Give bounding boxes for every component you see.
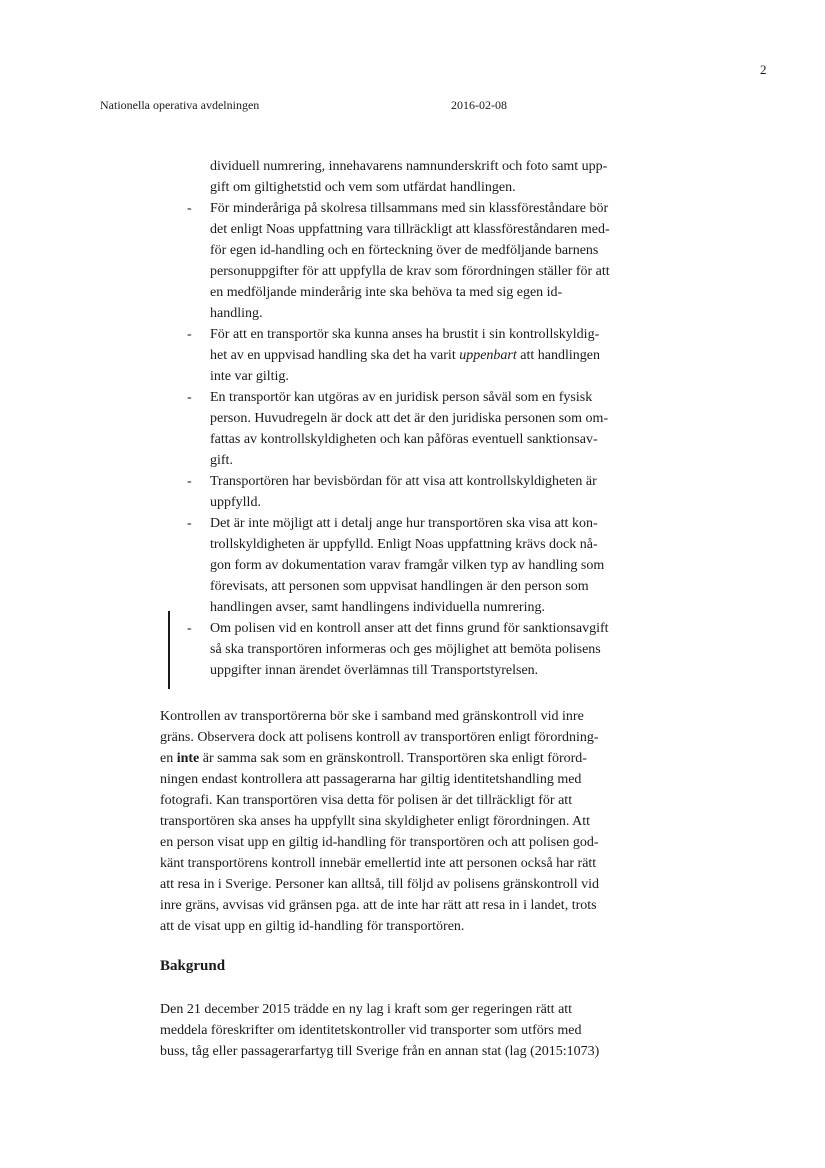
text-line: buss, tåg eller passagerarfartyg till Sverige från en annan stat (lag (2015:1073) (160, 1044, 600, 1059)
bullet-dash: - (187, 621, 192, 636)
bullet-dash: - (187, 474, 192, 489)
section-heading: Bakgrund (160, 958, 226, 974)
text-line: för egen id-handling och en förteckning över de medföljande barnens (210, 243, 599, 258)
text-line (210, 345, 670, 366)
bullet-dash: - (187, 201, 192, 216)
bullet-item (187, 387, 670, 471)
text-run: är samma sak som en gränskontroll. Transportören ska enligt förord- (199, 751, 587, 766)
text-line: känt transportörens kontroll innebär emellertid inte att personen också har rätt (160, 856, 597, 871)
text-line: Det är inte möjligt att i detalj ange hur transportören ska visa att kon- (210, 516, 598, 531)
text-line: handling. (210, 306, 263, 321)
text-line: att resa in i Sverige. Personer kan alltså, till följd av polisens gränskontroll vid (160, 877, 599, 892)
text-line: personuppgifter för att uppfylla de krav som förordningen ställer för att (210, 264, 610, 279)
text-run: het av en uppvisad handling ska det ha varit (210, 348, 460, 363)
text-line: att de visat upp en giltig id-handling för transportören. (160, 919, 465, 934)
bullet-list (187, 156, 670, 681)
header-organization: Nationella operativa avdelningen (100, 98, 260, 112)
text-line: Transportören har bevisbördan för att visa att kontrollskyldigheten är (210, 474, 597, 489)
text-line: dividuell numrering, innehavarens namnunderskrift och foto samt upp- (210, 159, 608, 174)
text-line: trollskyldigheten är uppfylld. Enligt Noas uppfattning krävs dock nå- (210, 537, 598, 552)
text-line: en person visat upp en giltig id-handling för transportören och att polisen god- (160, 835, 599, 850)
bullet-dash: - (187, 390, 192, 405)
text-run: en (160, 751, 177, 766)
text-line: inre gräns, avvisas vid gränsen pga. att de inte har rätt att resa in i landet, trots (160, 898, 597, 913)
text-line: gift. (210, 453, 233, 468)
text-line: person. Huvudregeln är dock att det är den juridiska personen som om- (210, 411, 609, 426)
text-line: För minderåriga på skolresa tillsammans med sin klassföreståndare bör (210, 201, 609, 216)
text-line: ningen endast kontrollera att passagerarna har giltig identitetshandling med (160, 772, 582, 787)
bullet-item (187, 324, 670, 387)
text-line: gon form av dokumentation varav framgår vilken typ av handling som (210, 558, 605, 573)
text-line: För att en transportör ska kunna anses ha brustit i sin kontrollskyldig- (210, 327, 600, 342)
text-line: gift om giltighetstid och vem som utfärdat handlingen. (210, 180, 516, 195)
bullet-item (187, 618, 670, 681)
text-line: En transportör kan utgöras av en juridisk person såväl som en fysisk (210, 390, 593, 405)
text-line: fotografi. Kan transportören visa detta för polisen är det tillräckligt för att (160, 793, 573, 808)
text-line: Den 21 december 2015 trädde en ny lag i kraft som ger regeringen rätt att (160, 1002, 573, 1017)
text-line: det enligt Noas uppfattning vara tillräckligt att klassföreståndaren med- (210, 222, 610, 237)
text-line: inte var giltig. (210, 369, 289, 384)
bullet-item (187, 198, 670, 324)
text-line: meddela föreskrifter om identitetskontroller vid transporter som utförs med (160, 1023, 582, 1038)
paragraph (160, 706, 680, 937)
emphasis-text: uppenbart (459, 348, 517, 363)
text-line: gräns. Observera dock att polisens kontroll av transportören enligt förordning- (160, 730, 599, 745)
bold-text: inte (176, 751, 200, 766)
bullet-item (187, 471, 670, 513)
text-run: att handlingen (516, 348, 600, 363)
text-line: så ska transportören informeras och ges möjlighet att bemöta polisens (210, 642, 601, 657)
continuation-text (210, 156, 670, 198)
header-date: 2016-02-08 (451, 98, 507, 112)
text-line: handlingen avser, samt handlingens individuella numrering. (210, 600, 545, 615)
page-number: 2 (760, 62, 767, 77)
text-line: fattas av kontrollskyldigheten och kan påföras eventuell sanktionsav- (210, 432, 598, 447)
revision-bar (168, 611, 170, 689)
bullet-dash: - (187, 516, 192, 531)
text-line: Om polisen vid en kontroll anser att det finns grund för sanktionsavgift (210, 621, 609, 636)
bullet-dash: - (187, 327, 192, 342)
paragraph (160, 999, 680, 1062)
text-line (160, 748, 680, 769)
text-line: uppgifter innan ärendet överlämnas till Transportstyrelsen. (210, 663, 539, 678)
text-line: förevisats, att personen som uppvisat handlingen är den person som (210, 579, 589, 594)
text-line: uppfylld. (210, 495, 261, 510)
bullet-item (187, 513, 670, 618)
text-line: Kontrollen av transportörerna bör ske i samband med gränskontroll vid inre (160, 709, 584, 724)
text-line: en medföljande minderårig inte ska behöva ta med sig egen id- (210, 285, 563, 300)
text-line: transportören ska anses ha uppfyllt sina skyldigheter enligt förordningen. Att (160, 814, 591, 829)
